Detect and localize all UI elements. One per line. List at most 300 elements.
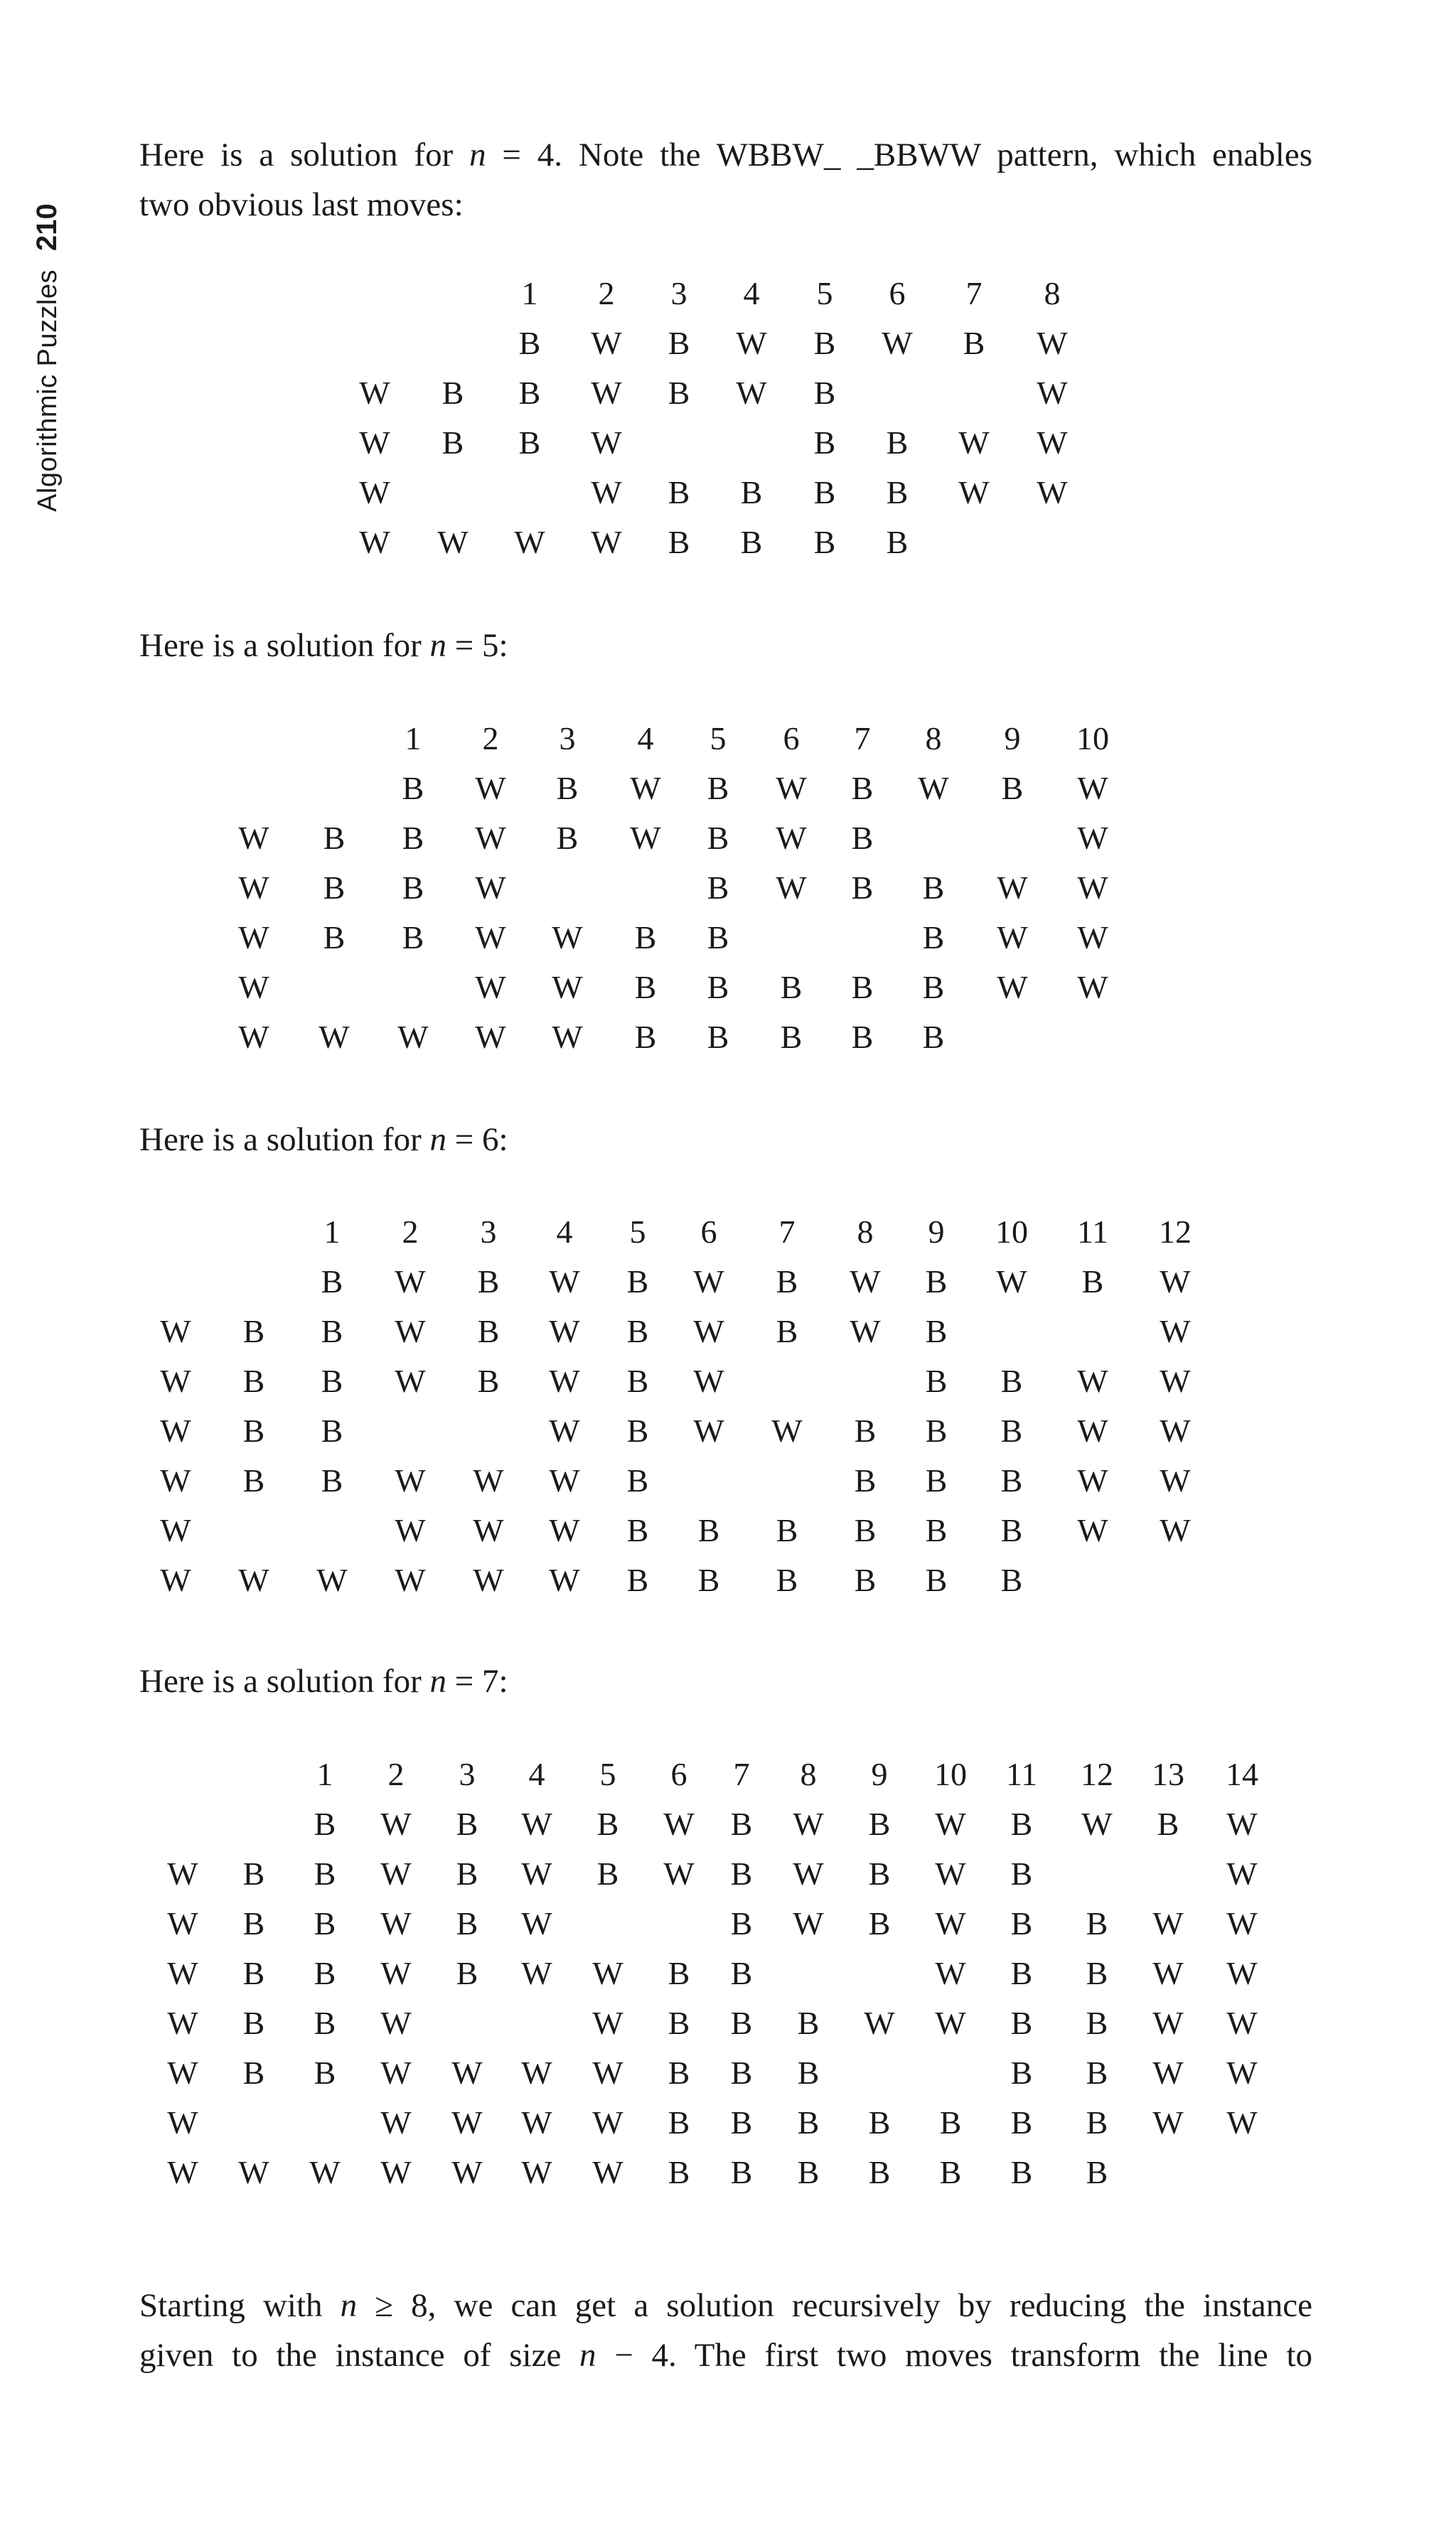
- coin-cell: W: [380, 1806, 412, 1842]
- coin-cell: B: [321, 1313, 343, 1349]
- coin-cell: B: [776, 1313, 798, 1349]
- coin-cell: B: [697, 1562, 720, 1598]
- coin-cell: W: [1077, 1363, 1108, 1399]
- coin-cell: W: [238, 2154, 269, 2190]
- coin-cell: B: [668, 524, 690, 560]
- coin-cell: B: [1086, 1955, 1108, 1991]
- coin-cell: B: [242, 1313, 265, 1349]
- coin-cell: W: [238, 1019, 269, 1055]
- coin-cell: W: [309, 2154, 341, 2190]
- coin-cell: B: [626, 1462, 649, 1499]
- position-number: 10: [995, 1214, 1028, 1250]
- coin-cell: B: [697, 1512, 720, 1548]
- coin-cell: B: [813, 424, 836, 461]
- coin-cell: W: [451, 2104, 483, 2141]
- coin-cell: B: [813, 325, 836, 361]
- coin-cell: W: [552, 969, 583, 1005]
- coin-cell: W: [475, 820, 506, 856]
- coin-cell: W: [935, 1955, 966, 1991]
- coin-cell: B: [776, 1562, 798, 1598]
- coin-cell: B: [668, 1955, 690, 1991]
- position-number: 7: [854, 720, 871, 756]
- position-number: 12: [1159, 1214, 1192, 1250]
- coin-cell: B: [707, 869, 729, 906]
- coin-cell: B: [242, 1955, 265, 1991]
- coin-cell: W: [395, 1512, 426, 1548]
- coin-cell: W: [958, 424, 990, 461]
- position-number: 6: [670, 1756, 687, 1792]
- coin-cell: B: [925, 1462, 948, 1499]
- position-number: 3: [459, 1756, 476, 1792]
- coin-cell: W: [663, 1806, 695, 1842]
- coin-cell: W: [549, 1512, 580, 1548]
- coin-cell: W: [1160, 1363, 1191, 1399]
- coin-cell: W: [1160, 1413, 1191, 1449]
- coin-cell: W: [850, 1263, 881, 1300]
- position-number: 4: [528, 1756, 545, 1792]
- coin-cell: B: [456, 1905, 478, 1942]
- coin-cell: W: [1152, 1905, 1184, 1942]
- coin-cell: B: [321, 1263, 343, 1300]
- coin-cell: W: [850, 1313, 881, 1349]
- coin-cell: W: [316, 1562, 348, 1598]
- coin-cell: W: [592, 2055, 623, 2091]
- coin-cell: W: [160, 1462, 191, 1499]
- position-number: 1: [316, 1756, 333, 1792]
- coin-cell: B: [1010, 2104, 1033, 2141]
- running-head-title: Algorithmic Puzzles: [33, 269, 63, 512]
- coin-cell: W: [238, 919, 269, 955]
- coin-cell: W: [1077, 869, 1108, 906]
- coin-cell: B: [925, 1512, 948, 1548]
- coin-cell: B: [456, 1806, 478, 1842]
- coin-cell: B: [780, 969, 803, 1005]
- position-number: 7: [778, 1214, 796, 1250]
- coin-cell: B: [626, 1512, 649, 1548]
- coin-cell: B: [851, 820, 874, 856]
- coin-cell: W: [475, 770, 506, 806]
- coin-cell: W: [935, 1856, 966, 1892]
- coin-cell: B: [596, 1856, 619, 1892]
- coin-cell: W: [1081, 1806, 1113, 1842]
- coin-cell: W: [160, 1413, 191, 1449]
- coin-cell: W: [549, 1562, 580, 1598]
- coin-cell: W: [380, 2154, 412, 2190]
- coin-cell: W: [380, 2055, 412, 2091]
- coin-cell: B: [851, 1019, 874, 1055]
- coin-cell: W: [693, 1363, 724, 1399]
- coin-cell: B: [730, 1955, 753, 1991]
- coin-cell: B: [556, 770, 579, 806]
- coin-cell: W: [1152, 1955, 1184, 1991]
- coin-cell: B: [797, 2154, 820, 2190]
- coin-cell: W: [167, 2005, 198, 2041]
- coin-cell: W: [1160, 1313, 1191, 1349]
- coin-cell: W: [1077, 770, 1108, 806]
- coin-cell: W: [475, 1019, 506, 1055]
- coin-cell: W: [591, 474, 622, 510]
- coin-cell: B: [477, 1263, 500, 1300]
- paragraph-n5-intro: Here is a solution for n = 5:: [139, 627, 508, 664]
- coin-cell: W: [238, 869, 269, 906]
- coin-cell: B: [851, 969, 874, 1005]
- coin-cell: B: [813, 474, 836, 510]
- coin-cell: W: [736, 325, 767, 361]
- coin-cell: W: [552, 919, 583, 955]
- coin-cell: W: [395, 1462, 426, 1499]
- coin-cell: W: [663, 1856, 695, 1892]
- coin-cell: B: [886, 474, 909, 510]
- coin-cell: W: [521, 1856, 552, 1892]
- position-number: 3: [670, 275, 687, 311]
- coin-cell: W: [167, 1856, 198, 1892]
- coin-cell: B: [634, 919, 657, 955]
- coin-cell: B: [854, 1562, 877, 1598]
- running-head: [31, 135, 74, 533]
- coin-cell: W: [359, 375, 390, 411]
- coin-cell: W: [238, 1562, 269, 1598]
- coin-cell: B: [922, 969, 945, 1005]
- coin-cell: W: [1077, 919, 1108, 955]
- coin-cell: B: [314, 2055, 336, 2091]
- coin-cell: W: [160, 1512, 191, 1548]
- position-number: 4: [556, 1214, 573, 1250]
- coin-cell: W: [167, 1905, 198, 1942]
- coin-cell: B: [1000, 1363, 1023, 1399]
- position-number: 8: [1044, 275, 1061, 311]
- coin-cell: B: [922, 1019, 945, 1055]
- coin-cell: B: [707, 1019, 729, 1055]
- coin-cell: B: [477, 1363, 500, 1399]
- coin-cell: W: [935, 2005, 966, 2041]
- coin-cell: B: [854, 1413, 877, 1449]
- coin-cell: W: [451, 2154, 483, 2190]
- coin-cell: B: [1086, 2055, 1108, 2091]
- coin-cell: W: [395, 1313, 426, 1349]
- coin-cell: B: [402, 869, 424, 906]
- position-number: 8: [857, 1214, 874, 1250]
- coin-cell: W: [592, 2154, 623, 2190]
- coin-cell: B: [886, 424, 909, 461]
- coin-cell: B: [242, 1413, 265, 1449]
- paragraph-n4-intro-line1: Here is a solution for n = 4. Note the WBBW_ _BBWW pattern, which enables: [139, 136, 1312, 173]
- coin-cell: B: [1000, 1462, 1023, 1499]
- coin-cell: W: [395, 1562, 426, 1598]
- coin-cell: B: [242, 1905, 265, 1942]
- coin-cell: W: [935, 1905, 966, 1942]
- coin-cell: B: [797, 2005, 820, 2041]
- coin-cell: W: [630, 820, 661, 856]
- coin-cell: W: [958, 474, 990, 510]
- coin-cell: B: [1000, 1562, 1023, 1598]
- coin-cell: B: [668, 375, 690, 411]
- position-number: 1: [323, 1214, 341, 1250]
- coin-cell: B: [668, 2154, 690, 2190]
- coin-cell: W: [592, 2005, 623, 2041]
- coin-cell: B: [441, 424, 464, 461]
- coin-cell: W: [549, 1313, 580, 1349]
- position-number: 7: [965, 275, 983, 311]
- coin-cell: W: [997, 919, 1028, 955]
- coin-cell: W: [473, 1562, 504, 1598]
- coin-cell: W: [1160, 1263, 1191, 1300]
- coin-cell: W: [1226, 1856, 1258, 1892]
- coin-cell: B: [634, 1019, 657, 1055]
- coin-cell: W: [1037, 325, 1068, 361]
- coin-cell: W: [591, 375, 622, 411]
- coin-cell: B: [868, 1905, 891, 1942]
- coin-cell: B: [707, 919, 729, 955]
- coin-cell: B: [730, 1905, 753, 1942]
- coin-cell: W: [693, 1413, 724, 1449]
- coin-cell: B: [925, 1413, 948, 1449]
- position-number: 11: [1076, 1214, 1109, 1250]
- coin-cell: B: [925, 1363, 948, 1399]
- position-number: 10: [1076, 720, 1109, 756]
- coin-cell: W: [1077, 820, 1108, 856]
- coin-cell: B: [868, 1806, 891, 1842]
- coin-cell: W: [935, 1806, 966, 1842]
- coin-cell: W: [380, 1856, 412, 1892]
- coin-cell: B: [668, 2104, 690, 2141]
- position-number: 8: [925, 720, 942, 756]
- coin-cell: W: [882, 325, 913, 361]
- coin-cell: W: [475, 919, 506, 955]
- coin-cell: W: [1077, 1413, 1108, 1449]
- position-number: 13: [1152, 1756, 1184, 1792]
- coin-cell: W: [630, 770, 661, 806]
- coin-cell: B: [402, 820, 424, 856]
- coin-cell: W: [1226, 1955, 1258, 1991]
- coin-cell: W: [514, 524, 545, 560]
- coin-cell: B: [813, 375, 836, 411]
- coin-cell: W: [380, 2005, 412, 2041]
- coin-cell: W: [238, 820, 269, 856]
- coin-cell: B: [1086, 2005, 1108, 2041]
- position-number: 3: [559, 720, 576, 756]
- coin-cell: W: [359, 424, 390, 461]
- coin-cell: B: [242, 1462, 265, 1499]
- coin-cell: W: [549, 1263, 580, 1300]
- coin-cell: B: [323, 820, 346, 856]
- position-number: 5: [816, 275, 833, 311]
- coin-cell: W: [160, 1363, 191, 1399]
- coin-cell: B: [1010, 1955, 1033, 1991]
- coin-cell: W: [592, 2104, 623, 2141]
- coin-cell: W: [238, 969, 269, 1005]
- coin-cell: B: [707, 969, 729, 1005]
- position-number: 3: [480, 1214, 497, 1250]
- coin-cell: W: [552, 1019, 583, 1055]
- coin-cell: W: [736, 375, 767, 411]
- coin-cell: W: [1037, 424, 1068, 461]
- coin-cell: W: [395, 1263, 426, 1300]
- coin-cell: B: [776, 1512, 798, 1548]
- coin-cell: B: [323, 919, 346, 955]
- coin-cell: B: [922, 869, 945, 906]
- position-number: 7: [733, 1756, 750, 1792]
- coin-cell: W: [521, 1806, 552, 1842]
- coin-cell: W: [776, 820, 807, 856]
- coin-cell: W: [475, 969, 506, 1005]
- coin-cell: W: [1077, 969, 1108, 1005]
- paragraph-n6-intro: Here is a solution for n = 6:: [139, 1121, 508, 1158]
- coin-cell: B: [868, 2104, 891, 2141]
- coin-cell: W: [397, 1019, 429, 1055]
- coin-cell: B: [668, 474, 690, 510]
- position-number: 6: [783, 720, 800, 756]
- position-number: 5: [599, 1756, 616, 1792]
- coin-cell: B: [707, 820, 729, 856]
- position-number: 10: [934, 1756, 967, 1792]
- coin-cell: W: [167, 2055, 198, 2091]
- coin-cell: B: [730, 2055, 753, 2091]
- coin-cell: W: [1152, 2104, 1184, 2141]
- position-number: 14: [1226, 1756, 1258, 1792]
- position-number: 9: [871, 1756, 888, 1792]
- coin-cell: B: [730, 2154, 753, 2190]
- coin-cell: B: [925, 1562, 948, 1598]
- position-number: 6: [700, 1214, 717, 1250]
- coin-cell: W: [591, 524, 622, 560]
- position-number: 5: [629, 1214, 646, 1250]
- coin-cell: W: [359, 524, 390, 560]
- position-number: 4: [637, 720, 654, 756]
- coin-cell: B: [626, 1413, 649, 1449]
- coin-cell: B: [596, 1806, 619, 1842]
- coin-cell: W: [549, 1363, 580, 1399]
- coin-cell: B: [441, 375, 464, 411]
- coin-cell: W: [864, 2005, 895, 2041]
- paragraph-recursion-line2: given to the instance of size n − 4. The first two moves transform the line to: [139, 2337, 1313, 2374]
- coin-cell: B: [402, 770, 424, 806]
- coin-cell: B: [963, 325, 985, 361]
- coin-cell: W: [437, 524, 469, 560]
- page-number: 210: [31, 203, 63, 251]
- coin-cell: W: [167, 1955, 198, 1991]
- position-number: 2: [402, 1214, 419, 1250]
- coin-cell: W: [1226, 2055, 1258, 2091]
- coin-cell: B: [314, 1905, 336, 1942]
- position-number: 6: [889, 275, 906, 311]
- coin-cell: W: [793, 1856, 824, 1892]
- coin-cell: W: [1152, 2055, 1184, 2091]
- coin-cell: B: [626, 1562, 649, 1598]
- coin-cell: W: [167, 2154, 198, 2190]
- coin-cell: B: [518, 325, 541, 361]
- position-number: 2: [482, 720, 499, 756]
- coin-cell: W: [451, 2055, 483, 2091]
- paragraph-n4-intro-line2: two obvious last moves:: [139, 186, 464, 223]
- coin-cell: W: [693, 1313, 724, 1349]
- coin-cell: B: [242, 1363, 265, 1399]
- coin-cell: B: [740, 524, 763, 560]
- coin-cell: B: [1000, 1413, 1023, 1449]
- coin-cell: B: [626, 1313, 649, 1349]
- coin-cell: B: [1157, 1806, 1179, 1842]
- coin-cell: B: [740, 474, 763, 510]
- position-number: 2: [598, 275, 615, 311]
- coin-cell: B: [939, 2104, 962, 2141]
- coin-cell: W: [549, 1413, 580, 1449]
- coin-cell: W: [473, 1512, 504, 1548]
- coin-cell: B: [402, 919, 424, 955]
- coin-cell: W: [395, 1363, 426, 1399]
- coin-cell: B: [1010, 1806, 1033, 1842]
- coin-cell: B: [780, 1019, 803, 1055]
- coin-cell: B: [868, 2154, 891, 2190]
- coin-cell: W: [591, 325, 622, 361]
- coin-cell: W: [521, 2055, 552, 2091]
- coin-cell: W: [591, 424, 622, 461]
- coin-cell: W: [1226, 2104, 1258, 2141]
- coin-cell: W: [1226, 2005, 1258, 2041]
- coin-cell: B: [314, 1806, 336, 1842]
- coin-cell: B: [242, 2005, 265, 2041]
- coin-cell: B: [321, 1413, 343, 1449]
- coin-cell: W: [1077, 1512, 1108, 1548]
- position-number: 5: [710, 720, 727, 756]
- coin-cell: B: [518, 375, 541, 411]
- coin-cell: W: [521, 1905, 552, 1942]
- coin-cell: B: [851, 869, 874, 906]
- coin-cell: B: [556, 820, 579, 856]
- coin-cell: B: [456, 1856, 478, 1892]
- coin-cell: B: [797, 2055, 820, 2091]
- coin-cell: W: [1160, 1512, 1191, 1548]
- coin-cell: W: [475, 869, 506, 906]
- coin-cell: B: [626, 1363, 649, 1399]
- coin-cell: W: [1160, 1462, 1191, 1499]
- coin-cell: B: [868, 1856, 891, 1892]
- coin-cell: W: [776, 770, 807, 806]
- coin-cell: W: [160, 1313, 191, 1349]
- position-number: 1: [521, 275, 538, 311]
- coin-cell: B: [886, 524, 909, 560]
- coin-cell: B: [1086, 1905, 1108, 1942]
- position-number: 4: [743, 275, 760, 311]
- coin-cell: W: [793, 1806, 824, 1842]
- coin-cell: B: [1086, 2104, 1108, 2141]
- coin-cell: B: [1010, 2055, 1033, 2091]
- coin-cell: B: [314, 1955, 336, 1991]
- coin-cell: W: [793, 1905, 824, 1942]
- coin-cell: B: [634, 969, 657, 1005]
- coin-cell: B: [242, 2055, 265, 2091]
- position-number: 8: [800, 1756, 817, 1792]
- coin-cell: W: [1226, 1905, 1258, 1942]
- coin-cell: W: [592, 1955, 623, 1991]
- coin-cell: B: [707, 770, 729, 806]
- coin-cell: B: [456, 1955, 478, 1991]
- coin-cell: W: [1152, 2005, 1184, 2041]
- coin-cell: W: [771, 1413, 803, 1449]
- coin-cell: B: [668, 2055, 690, 2091]
- coin-cell: B: [730, 2005, 753, 2041]
- position-number: 12: [1081, 1756, 1113, 1792]
- coin-cell: B: [518, 424, 541, 461]
- coin-cell: B: [668, 2005, 690, 2041]
- coin-cell: B: [797, 2104, 820, 2141]
- coin-cell: W: [473, 1462, 504, 1499]
- coin-cell: B: [925, 1313, 948, 1349]
- coin-cell: W: [521, 1955, 552, 1991]
- coin-cell: W: [1037, 474, 1068, 510]
- coin-cell: B: [922, 919, 945, 955]
- position-number: 1: [405, 720, 422, 756]
- coin-cell: B: [1010, 2154, 1033, 2190]
- coin-cell: W: [918, 770, 949, 806]
